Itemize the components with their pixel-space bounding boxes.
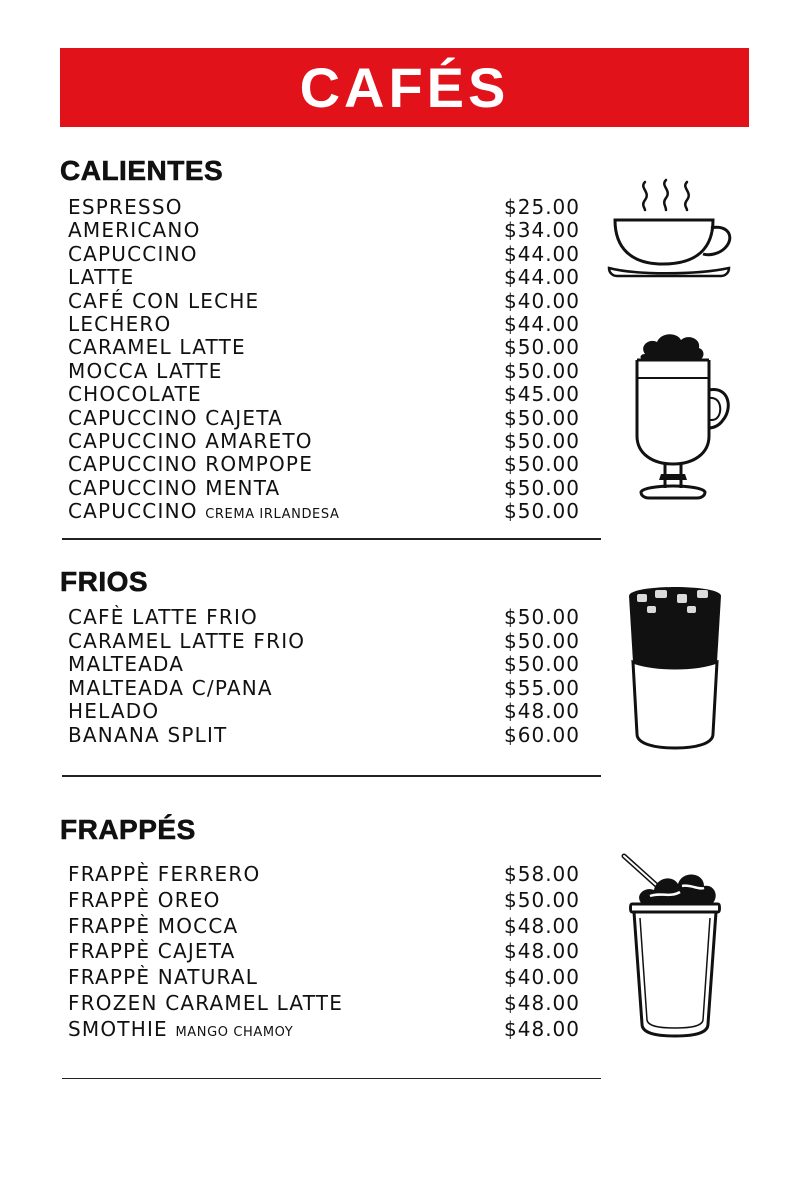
menu-item-label: CHOCOLATE — [68, 382, 202, 407]
menu-item-name — [68, 476, 280, 500]
menu-item-name — [68, 1017, 293, 1041]
menu-item-price: $50.00 — [504, 475, 580, 500]
menu-item — [68, 605, 580, 629]
menu-item-name — [68, 289, 259, 313]
menu-item-price: $40.00 — [504, 288, 580, 313]
menu-item — [68, 939, 580, 965]
menu-item-name — [68, 312, 171, 336]
menu-item-price: $44.00 — [504, 311, 580, 336]
menu-item-price: $48.00 — [504, 913, 580, 938]
menu-item-name — [68, 991, 343, 1015]
menu-item-label: CAPUCCINO MENTA — [68, 475, 281, 500]
menu-item-name — [68, 723, 227, 747]
menu-item-label: MOCCA LATTE — [68, 358, 223, 383]
menu-item-name — [68, 452, 313, 476]
menu-item-label: CARAMEL LATTE — [68, 335, 246, 360]
menu-item-label: HELADO — [68, 699, 160, 723]
menu-item-label: FRAPPÈ NATURAL — [68, 965, 259, 990]
menu-item-label: BANANA SPLIT — [68, 722, 228, 747]
menu-item-label: FRAPPÈ FERRERO — [68, 862, 261, 886]
menu-item — [68, 429, 580, 452]
menu-item-label: CAFÉ CON LECHE — [68, 288, 260, 313]
menu-item-price: $55.00 — [504, 675, 580, 700]
menu-item-price: $58.00 — [504, 862, 580, 886]
menu-item-name — [68, 335, 246, 359]
menu-item-label: CAPUCCINO CAJETA — [68, 405, 283, 430]
menu-item-name — [68, 499, 339, 523]
menu-item-label: CAPUCCINO AMARETO — [68, 428, 313, 453]
menu-item-name — [68, 888, 221, 912]
menu-item-price: $50.00 — [504, 499, 580, 524]
menu-item — [68, 382, 580, 405]
menu-item-price: $44.00 — [504, 241, 580, 266]
menu-item-name — [68, 914, 238, 938]
menu-item-name — [68, 652, 184, 676]
menu-list-frappes — [68, 862, 580, 1043]
menu-item-name — [68, 195, 183, 219]
section-title-frappes: FRAPPÉS — [60, 814, 196, 845]
menu-item — [68, 476, 580, 499]
menu-item-name — [68, 265, 134, 289]
menu-item-label: FRAPPÈ OREO — [68, 887, 221, 912]
menu-item-name — [68, 676, 273, 700]
section-divider — [62, 538, 601, 540]
coffee-cup-icon — [605, 178, 735, 283]
menu-item — [68, 676, 580, 700]
menu-item — [68, 629, 580, 653]
menu-item-price: $40.00 — [504, 965, 580, 990]
menu-item-name — [68, 242, 198, 266]
menu-item — [68, 652, 580, 676]
menu-item — [68, 242, 580, 265]
menu-item — [68, 218, 580, 241]
menu-item — [68, 406, 580, 429]
menu-item-price: $50.00 — [504, 405, 580, 430]
iced-coffee-cup-icon — [625, 584, 725, 750]
menu-item-price: $50.00 — [504, 605, 580, 629]
menu-item-label: CAPUCCINO ROMPOPE — [68, 452, 314, 477]
menu-item — [68, 1017, 580, 1043]
menu-item-price: $50.00 — [504, 335, 580, 360]
menu-item — [68, 265, 580, 288]
menu-item-price: $45.00 — [504, 382, 580, 407]
menu-item-label: AMERICANO — [68, 218, 201, 243]
section-title-frios: FRIOS — [60, 566, 149, 597]
frappe-glass-icon — [620, 852, 730, 1042]
menu-item-label: MALTEADA — [68, 652, 185, 676]
page-title: CAFÉS — [299, 55, 510, 119]
menu-item-name — [68, 629, 305, 653]
menu-item-name — [68, 699, 159, 723]
menu-item-label: LECHERO — [68, 311, 172, 336]
menu-item — [68, 991, 580, 1017]
menu-item-price: $25.00 — [504, 195, 580, 219]
menu-item — [68, 723, 580, 747]
menu-item-label: ESPRESSO — [68, 195, 183, 219]
menu-item-name — [68, 406, 283, 430]
menu-item-price: $50.00 — [504, 628, 580, 653]
menu-item-price: $50.00 — [504, 358, 580, 383]
menu-item-name — [68, 605, 258, 629]
menu-item-label: MALTEADA C/PANA — [68, 675, 273, 700]
menu-item-name — [68, 382, 202, 406]
menu-item-name — [68, 862, 260, 886]
menu-list-frios — [68, 605, 580, 746]
menu-item-price: $50.00 — [504, 452, 580, 477]
menu-item-price: $48.00 — [504, 699, 580, 723]
menu-item-price: $44.00 — [504, 265, 580, 290]
menu-item — [68, 312, 580, 335]
menu-item-name — [68, 965, 258, 989]
menu-item-label: CAFÈ LATTE FRIO — [68, 605, 258, 629]
menu-item-price: $60.00 — [504, 722, 580, 747]
menu-item-price: $34.00 — [504, 218, 580, 243]
section-divider — [62, 775, 601, 777]
menu-list-calientes — [68, 195, 580, 522]
menu-item-label: CARAMEL LATTE FRIO — [68, 628, 306, 653]
section-divider — [62, 1078, 601, 1079]
menu-item — [68, 335, 580, 358]
menu-item — [68, 965, 580, 991]
menu-item-note: CREMA IRLANDESA — [205, 507, 340, 523]
menu-item-name — [68, 359, 223, 383]
menu-item — [68, 289, 580, 312]
menu-item-price: $50.00 — [504, 428, 580, 453]
menu-item — [68, 914, 580, 940]
menu-item-label: LATTE — [68, 265, 135, 290]
menu-item — [68, 699, 580, 723]
menu-item-label: CAPUCCINO — [68, 499, 198, 524]
menu-item-price: $48.00 — [504, 1016, 580, 1041]
menu-item — [68, 452, 580, 475]
menu-item-label: FRAPPÈ MOCCA — [68, 913, 239, 938]
menu-item-price: $48.00 — [504, 990, 580, 1015]
menu-item-label: CAPUCCINO — [68, 241, 198, 266]
menu-item-note: MANGO CHAMOY — [175, 1024, 294, 1040]
section-title-calientes: CALIENTES — [60, 155, 224, 186]
menu-item-price: $50.00 — [504, 652, 580, 676]
menu-item — [68, 359, 580, 382]
menu-item — [68, 195, 580, 218]
menu-item-name — [68, 939, 236, 963]
menu-item-price: $48.00 — [504, 939, 580, 964]
menu-item-label: SMOTHIE — [68, 1016, 168, 1041]
menu-item — [68, 888, 580, 914]
menu-item-name — [68, 218, 201, 242]
menu-item-label: FROZEN CARAMEL LATTE — [68, 990, 344, 1015]
menu-item — [68, 499, 580, 522]
irish-coffee-glass-icon — [625, 332, 735, 502]
menu-item-label: FRAPPÈ CAJETA — [68, 939, 236, 964]
menu-item-price: $50.00 — [504, 887, 580, 912]
menu-item — [68, 862, 580, 888]
header-banner — [60, 48, 749, 127]
menu-item-name — [68, 429, 313, 453]
